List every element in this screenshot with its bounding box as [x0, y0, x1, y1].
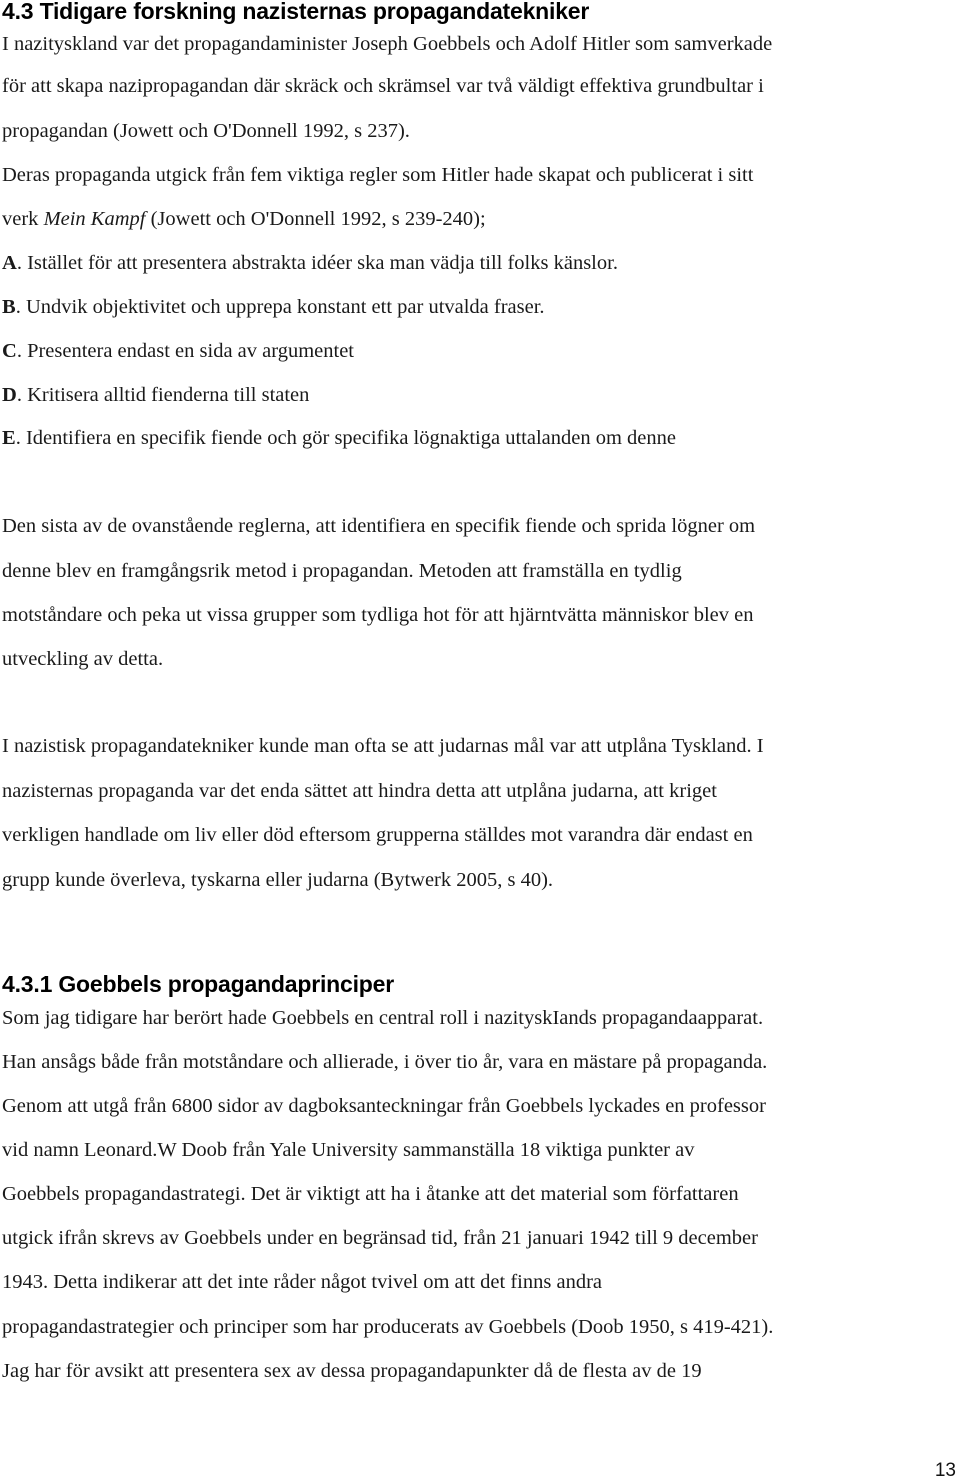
paragraph-line: 1943. Detta indikerar att det inte råder något tvivel om att det finns andra: [2, 1271, 602, 1293]
rule-item: [2, 340, 354, 363]
paragraph-line: vid namn Leonard.W Doob från Yale University sammanställa 18 viktiga punkter av: [2, 1139, 695, 1161]
intro-line: Deras propaganda utgick från fem viktiga regler som Hitler hade skapat och publicerat i sitt: [2, 164, 754, 186]
intro-suffix: (Jowett och O'Donnell 1992, s 239-240);: [145, 208, 486, 230]
paragraph-line: Genom att utgå från 6800 sidor av dagboksanteckningar från Goebbels lyckades en professor: [2, 1095, 766, 1117]
rule-text: . Istället för att presentera abstrakta idéer ska man vädja till folks känslor.: [16, 252, 618, 274]
rule-item: [2, 296, 545, 319]
paragraph-line: Goebbels propagandastrategi. Det är viktigt att ha i åtanke att det material som författaren: [2, 1183, 739, 1205]
paragraph-line: denne blev en framgångsrik metod i propagandan. Metoden att framställa en tydlig: [2, 560, 682, 582]
rule-text: . Identifiera en specifik fiende och gör specifika lögnaktiga uttalanden om denne: [15, 427, 676, 449]
paragraph-line: I nazistisk propagandatekniker kunde man ofta se att judarnas mål var att utplåna Tyskland. I: [2, 735, 764, 757]
paragraph-line: Som jag tidigare har berört hade Goebbels en central roll i nazityskIands propagandaapparat.: [2, 1007, 764, 1029]
rule-letter: A: [2, 252, 17, 274]
section-heading: 4.3 Tidigare forskning nazisternas propagandatekniker: [2, 0, 590, 24]
rule-letter: C: [2, 340, 17, 362]
rule-letter: D: [2, 384, 17, 406]
intro-prefix: verk: [2, 208, 44, 230]
paragraph-line: utveckling av detta.: [2, 648, 164, 670]
rule-item: [2, 384, 309, 407]
subsection-heading: 4.3.1 Goebbels propagandaprinciper: [2, 971, 394, 997]
paragraph-line: utgick ifrån skrevs av Goebbels under en begränsad tid, från 21 januari 1942 till 9 december: [2, 1227, 758, 1249]
rule-letter: B: [2, 296, 16, 318]
rule-text: . Kritisera alltid fienderna till staten: [16, 384, 310, 406]
paragraph-line: Han ansågs både från motståndare och allierade, i över tio år, vara en mästare på propaganda.: [2, 1051, 768, 1073]
paragraph-line: propagandastrategier och principer som har producerats av Goebbels (Doob 1950, s 419-421).: [2, 1316, 774, 1338]
intro-line: propagandan (Jowett och O'Donnell 1992, s 237).: [2, 120, 410, 142]
paragraph-line: grupp kunde överleva, tyskarna eller judarna (Bytwerk 2005, s 40).: [2, 869, 554, 891]
paragraph-line: Den sista av de ovanstående reglerna, att identifiera en specifik fiende och sprida lögner om: [2, 515, 756, 537]
paragraph-line: verkligen handlade om liv eller död eftersom grupperna ställdes mot varandra där endast en: [2, 824, 753, 846]
rule-text: . Undvik objektivitet och upprepa konstant ett par utvalda fraser.: [15, 296, 545, 318]
book-title: Mein Kampf: [43, 208, 146, 230]
paragraph-line: nazisternas propaganda var det enda sättet att hindra detta att utplåna judarna, att kriget: [2, 780, 717, 802]
intro-line-with-title: [2, 208, 486, 231]
rule-text: . Presentera endast en sida av argumentet: [16, 340, 354, 362]
page-number: 13: [934, 1460, 956, 1481]
rule-letter: E: [2, 427, 16, 449]
intro-line: I nazityskland var det propagandaminister Joseph Goebbels och Adolf Hitler som samverkade: [2, 33, 773, 55]
intro-line: för att skapa nazipropagandan där skräck och skrämsel var två väldigt effektiva grundbultar i: [2, 75, 764, 97]
paragraph-line: motståndare och peka ut vissa grupper som tydliga hot för att hjärntvätta människor blev en: [2, 604, 754, 626]
rule-item: [2, 427, 676, 450]
rule-item: [2, 252, 618, 275]
paragraph-line: Jag har för avsikt att presentera sex av dessa propagandapunkter då de flesta av de 19: [2, 1360, 702, 1382]
